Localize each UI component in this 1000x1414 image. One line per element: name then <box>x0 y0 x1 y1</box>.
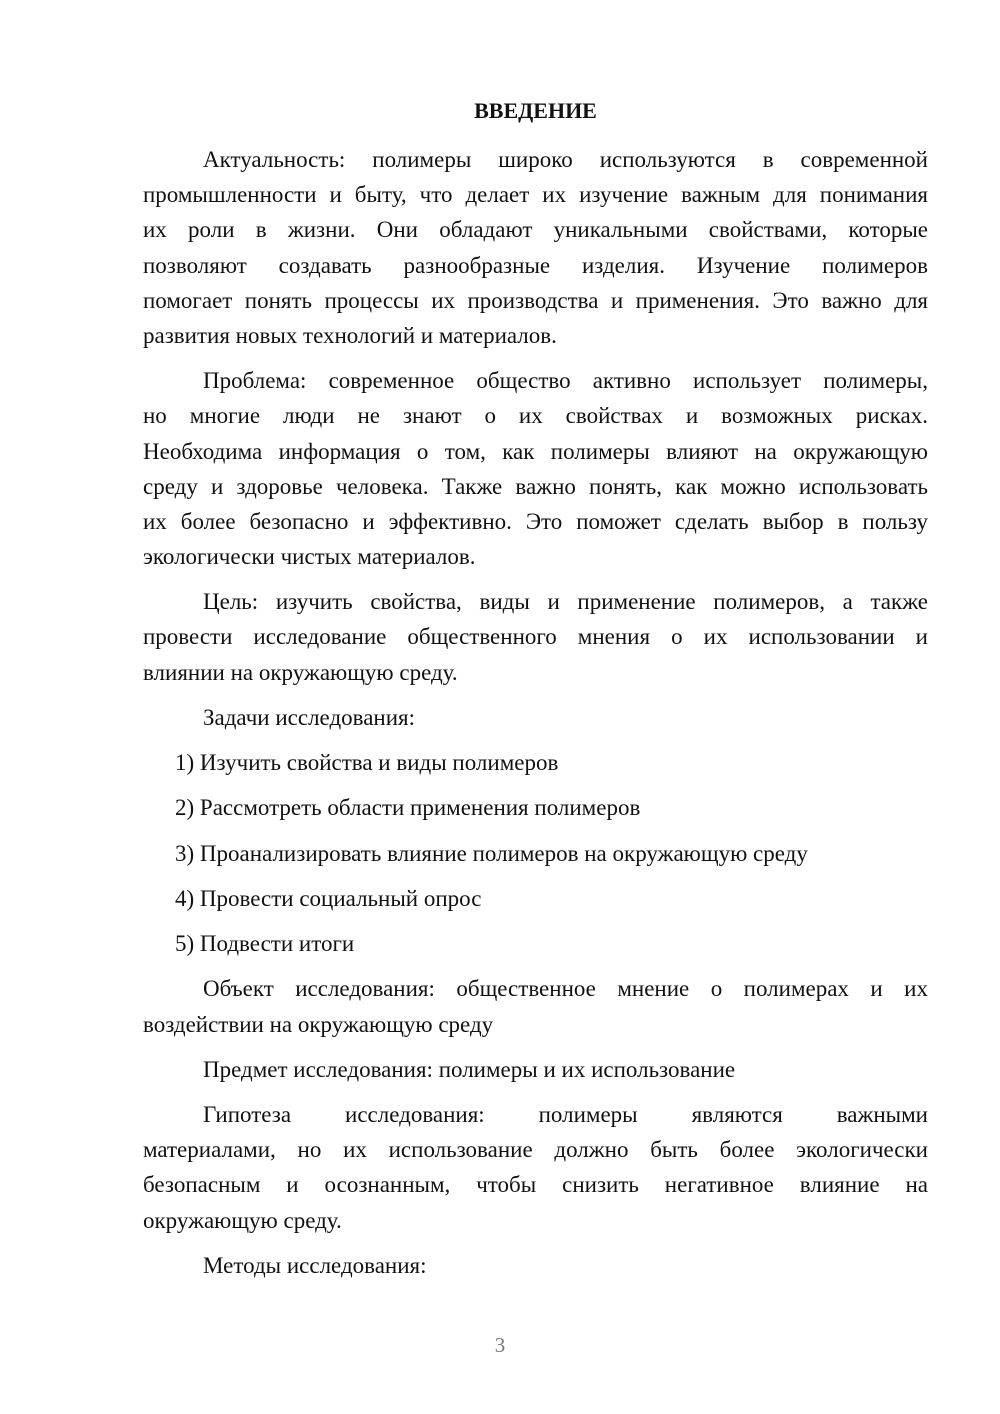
text-line: безопасным и осознанным, чтобы снизить негативное влияние на <box>143 1172 928 1198</box>
document-body <box>143 142 928 1293</box>
text-line: среду и здоровье человека. Также важно понять, как можно использовать <box>143 473 928 499</box>
text-line: Задачи исследования: <box>203 704 416 730</box>
task-item: 2) Рассмотреть области применения полимеров <box>175 795 641 821</box>
text-line: Актуальность: полимеры широко используются в современной <box>203 147 928 172</box>
subject-paragraph <box>143 1052 928 1087</box>
task-item: 4) Провести социальный опрос <box>175 885 482 911</box>
text-line: окружающую среду. <box>143 1207 342 1233</box>
tasks-heading <box>143 700 928 735</box>
methods-heading <box>143 1248 928 1283</box>
text-line: их роли в жизни. Они обладают уникальными свойствами, которые <box>143 217 928 243</box>
hypothesis-paragraph <box>143 1097 928 1238</box>
text-line: Проблема: современное общество активно использует полимеры, <box>203 368 928 394</box>
text-line: но многие люди не знают о их свойствах и возможных рисках. <box>143 403 928 429</box>
task-item: 5) Подвести итоги <box>175 931 355 957</box>
text-line: материалами, но их использование должно быть более экологически <box>143 1137 928 1163</box>
text-line: влиянии на окружающую среду. <box>143 659 458 685</box>
text-line: развития новых технологий и материалов. <box>143 322 557 348</box>
text-line: экологически чистых материалов. <box>143 544 476 570</box>
text-line: промышленности и быту, что делает их изучение важным для понимания <box>143 182 928 208</box>
goal-paragraph <box>143 584 928 690</box>
page-number: 3 <box>494 1333 506 1357</box>
task-item: 3) Проанализировать влияние полимеров на окружающую среду <box>175 840 808 866</box>
text-line: Гипотеза исследования: полимеры являются важными <box>203 1102 928 1128</box>
section-heading: ВВЕДЕНИЕ <box>474 98 597 123</box>
text-line: Методы исследования: <box>203 1252 427 1278</box>
text-line: провести исследование общественного мнения о их использовании и <box>143 624 928 650</box>
text-line: помогает понять процессы их производства и применения. Это важно для <box>143 287 928 313</box>
task-item: 1) Изучить свойства и виды полимеров <box>175 750 559 775</box>
text-line: Цель: изучить свойства, виды и применение полимеров, а также <box>203 589 928 615</box>
text-line: воздействии на окружающую среду <box>143 1011 494 1037</box>
text-line: Необходима информация о том, как полимеры влияют на окружающую <box>143 438 928 464</box>
problem-paragraph <box>143 363 928 574</box>
relevance-paragraph <box>143 142 928 353</box>
text-line: Предмет исследования: полимеры и их использование <box>203 1056 736 1082</box>
text-line: их более безопасно и эффективно. Это поможет сделать выбор в пользу <box>143 508 928 534</box>
text-line: Объект исследования: общественное мнение о полимерах и их <box>203 976 928 1002</box>
text-line: позволяют создавать разнообразные изделия. Изучение полимеров <box>143 252 928 278</box>
object-paragraph <box>143 971 928 1041</box>
